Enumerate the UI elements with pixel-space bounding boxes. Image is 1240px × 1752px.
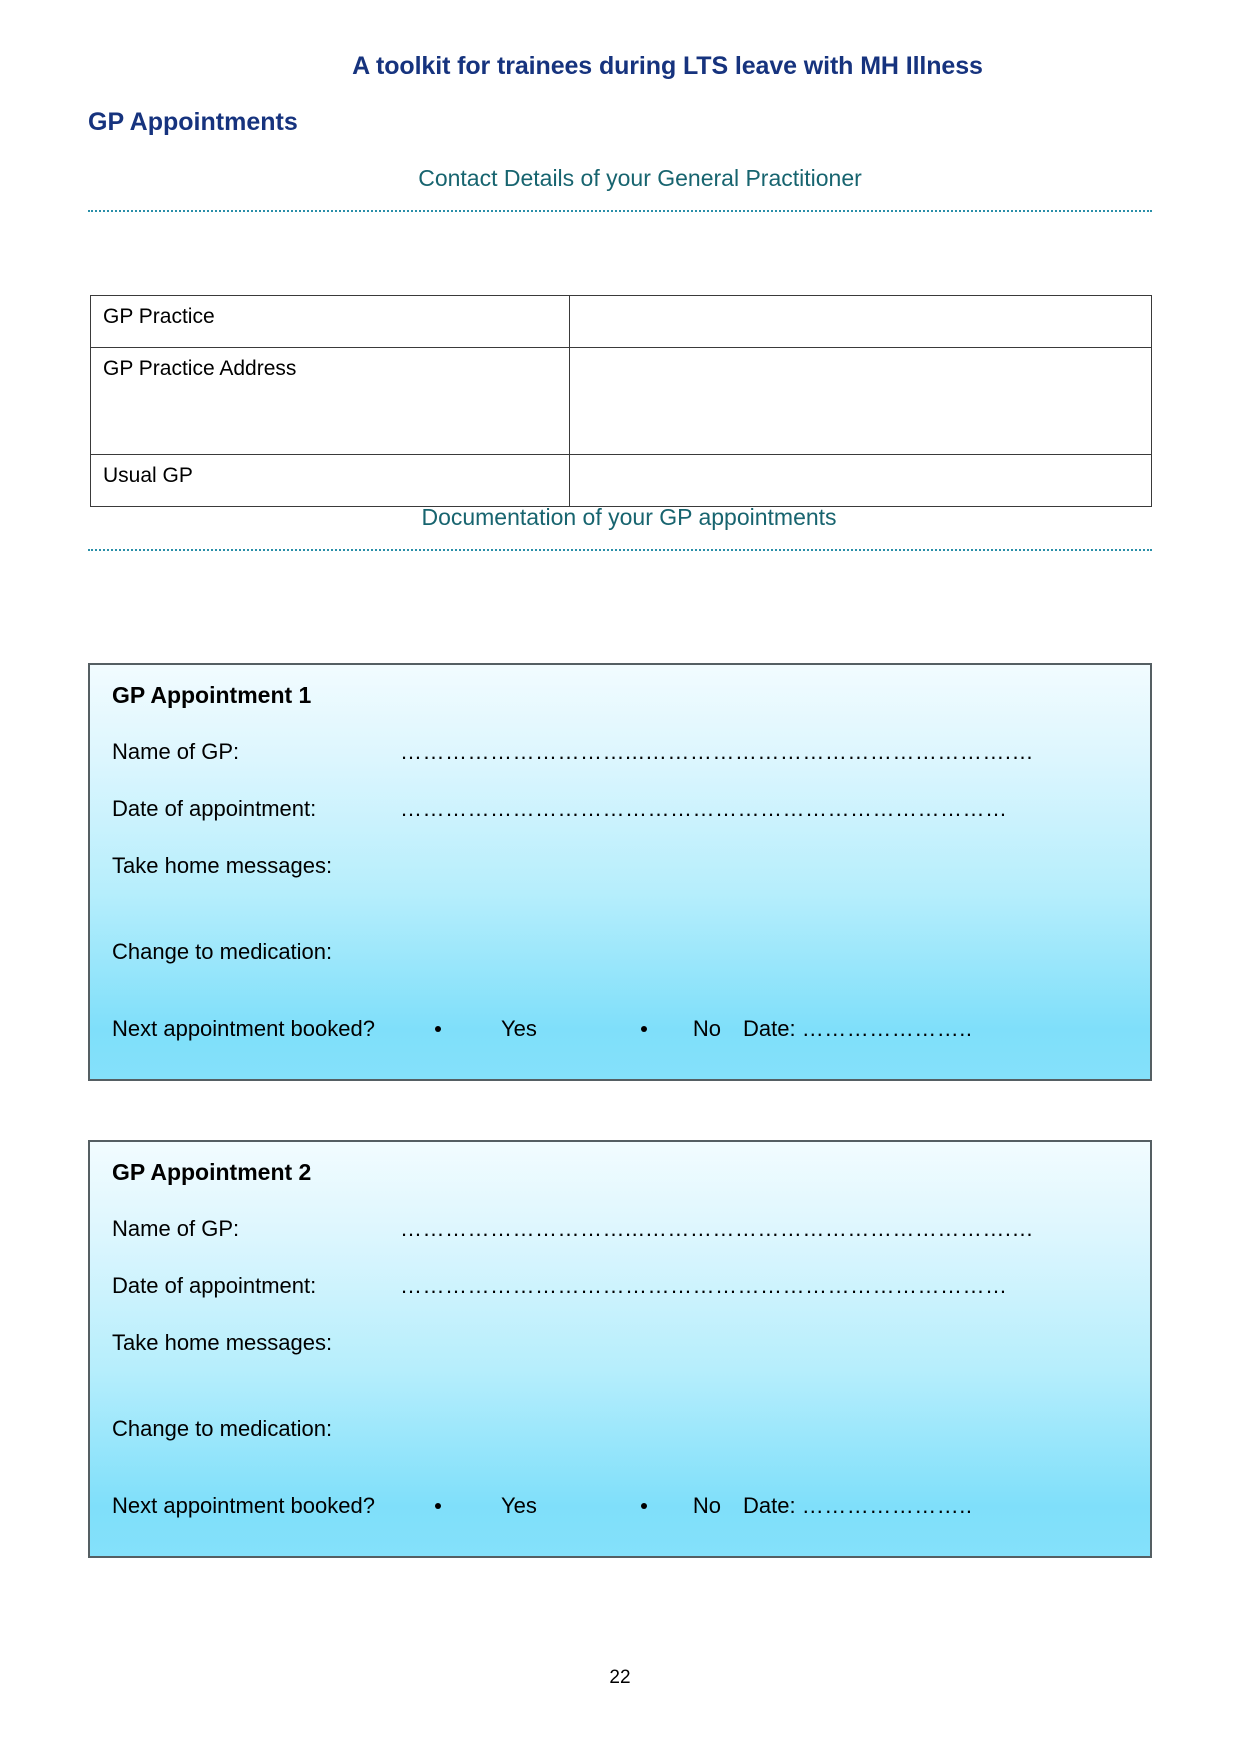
- gp-appointment-card-2: [88, 1140, 1152, 1558]
- field-label: Change to medication:: [112, 939, 333, 964]
- field-name-of-gp: [112, 1216, 1130, 1242]
- field-label: Next appointment booked?: [112, 1493, 375, 1518]
- bullet-icon[interactable]: [435, 1026, 441, 1032]
- page-number: 22: [609, 1667, 631, 1688]
- cell-value-usual-gp[interactable]: [570, 455, 1152, 507]
- cell-label-gp-practice-address: GP Practice Address: [91, 348, 570, 455]
- field-label: Name of GP:: [112, 1216, 240, 1241]
- table-row: [91, 348, 1152, 455]
- field-label: Name of GP:: [112, 739, 240, 764]
- subsection-heading-contact: Contact Details of your General Practitioner: [418, 165, 862, 191]
- option-no[interactable]: No: [692, 1493, 721, 1518]
- divider-contact: [88, 210, 1152, 212]
- field-input-line[interactable]: …………………………...………………………………………….…: [400, 1216, 1034, 1241]
- field-label-date: Date:: [742, 1493, 796, 1518]
- gp-contact-table: [90, 295, 1152, 507]
- field-label: Date of appointment:: [112, 1273, 317, 1298]
- cell-label-gp-practice: GP Practice: [91, 296, 570, 348]
- divider-documentation: [88, 549, 1152, 551]
- document-title: A toolkit for trainees during LTS leave with MH Illness: [352, 52, 983, 80]
- page-title: GP Appointments: [88, 108, 298, 136]
- field-input-line-date[interactable]: …………………..: [801, 1493, 973, 1518]
- field-label: Take home messages:: [112, 853, 333, 878]
- cell-value-gp-practice-address[interactable]: [570, 348, 1152, 455]
- field-label: Next appointment booked?: [112, 1016, 375, 1041]
- bullet-icon[interactable]: [641, 1503, 647, 1509]
- bullet-icon[interactable]: [435, 1503, 441, 1509]
- field-input-line[interactable]: ………………………………………………………………………: [400, 1273, 1008, 1298]
- field-name-of-gp: [112, 739, 1130, 765]
- table-row: [91, 455, 1152, 507]
- option-yes[interactable]: Yes: [500, 1493, 537, 1518]
- field-input-line[interactable]: …………………………...………………………………………….…: [400, 739, 1034, 764]
- option-yes[interactable]: Yes: [500, 1016, 537, 1041]
- cell-value-gp-practice[interactable]: [570, 296, 1152, 348]
- field-input-line[interactable]: ………………………………………………………………………: [400, 796, 1008, 821]
- field-date-of-appointment: [112, 1273, 1130, 1299]
- field-next-appointment-booked: [112, 1493, 1130, 1519]
- field-label: Change to medication:: [112, 1416, 333, 1441]
- gp-appointment-card-1: [88, 663, 1152, 1081]
- table-row: [91, 296, 1152, 348]
- cell-label-usual-gp: Usual GP: [91, 455, 570, 507]
- field-next-appointment-booked: [112, 1016, 1130, 1042]
- field-take-home-messages[interactable]: [112, 853, 1130, 879]
- field-date-of-appointment: [112, 796, 1130, 822]
- field-change-to-medication[interactable]: [112, 939, 1130, 965]
- field-label: Date of appointment:: [112, 796, 317, 821]
- card-title: GP Appointment 1: [112, 682, 312, 708]
- field-change-to-medication[interactable]: [112, 1416, 1130, 1442]
- field-input-line-date[interactable]: …………………..: [801, 1016, 973, 1041]
- bullet-icon[interactable]: [641, 1026, 647, 1032]
- card-title: GP Appointment 2: [112, 1159, 312, 1185]
- option-no[interactable]: No: [692, 1016, 721, 1041]
- field-label-date: Date:: [742, 1016, 796, 1041]
- field-take-home-messages[interactable]: [112, 1330, 1130, 1356]
- subsection-heading-documentation: Documentation of your GP appointments: [421, 504, 837, 530]
- field-label: Take home messages:: [112, 1330, 333, 1355]
